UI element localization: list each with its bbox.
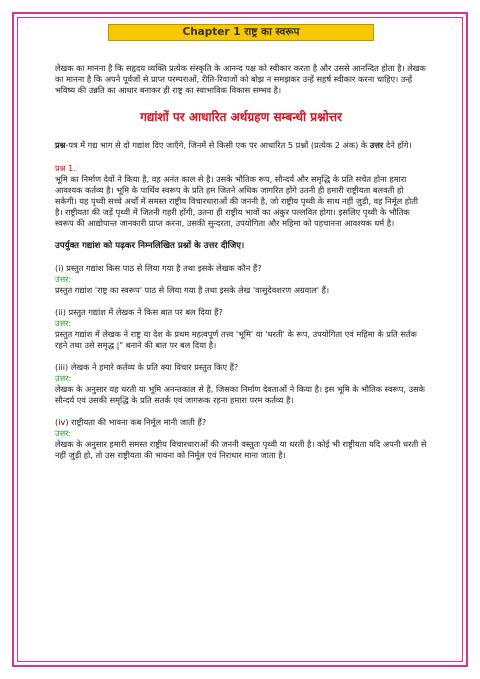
instruction-prefix: प्रश्न — [55, 140, 66, 150]
answer-label: उत्तर: — [55, 428, 72, 438]
qa-item-3 — [55, 362, 427, 406]
question-text: (ii) प्रस्तुत गद्यांश में लेखक ने किस बात पर बल दिया हैं? — [55, 307, 223, 317]
qa-item-4 — [55, 417, 427, 461]
answer-label: उत्तर: — [55, 373, 72, 383]
instruction-bold-word: उत्तर — [369, 140, 384, 150]
answer-label: उत्तर: — [55, 318, 72, 328]
read-instruction: उपर्युक्त गद्यांश को पढ़कर निम्नलिखित प्रश्नों के उत्तर दीजिए। — [55, 241, 245, 251]
intro-paragraph: लेखक का मानना है कि सहृदय व्यक्ति प्रत्येक संस्कृति के आनन्द पक्ष को स्वीकार करता है और उससे आनन्दित होता है। लेखक का मानना है कि अपने पूर्वजों से प्राप्त परम्पराओं, रीति-रिवाजों को बोझ न समझकर उन्हें सहर्ष स्वीकार करना चाहिए। उन्हें भविष्य की उन्नति का आधार बनाकर ही राष्ट्र का स्वाभाविक विकास सम्भव है। — [55, 63, 426, 95]
section-heading: गद्यांशों पर आधारित अर्थग्रहण सम्बन्धी प्रश्नोत्तर — [140, 110, 342, 124]
qa-item-2 — [55, 307, 427, 351]
question-number: प्रश्न 1. — [55, 163, 76, 173]
answer-text: लेखक के अनुसार हमारी समस्त राष्ट्रीय विचारधाराओं की जननी वस्तुतः पृथ्वी या धरती है। कोई भी राष्ट्रीयता यदि अपनी धरती से नहीं जुड़ी हो, तो उस राष्ट्रीयता की भावना को निर्मूल एवं निराधार माना जाता है। — [55, 439, 427, 460]
chapter-title-banner: Chapter 1 राष्ट्र का स्वरूप — [108, 24, 374, 41]
instruction-middle: -पत्र में गद्य भाग से दो गद्यांश दिए जाएँगे, जिनमें से किसी एक पर आधारित 5 प्रश्नों (प्रत्येक 2 अंक) के — [65, 140, 370, 150]
answer-label: उत्तर: — [55, 274, 72, 284]
instruction-suffix: देने होंगे। — [383, 140, 412, 150]
answer-text: लेखक के अनुसार यह धरती या भूमि अनन्तकाल से है, जिसका निर्माण देवताओं ने किया है। इस भूमि के भौतिक स्वरूप, उसके सौन्दर्य एवं उसकी समृद्धि के प्रति सतर्क एवं जागरूक रहना हमारा परम कर्तव्य है। — [55, 384, 425, 405]
question-text: (iii) लेखक ने हमारे कर्तव्य के प्रति क्या विचार प्रस्तुत किए हैं? — [55, 362, 239, 372]
exam-instruction — [55, 140, 427, 151]
answer-text: प्रस्तुत गद्यांश में लेखक ने राष्ट्र या देश के प्रथम महत्वपूर्ण तत्त्व 'भूमि' या 'धरती' के रूप, उपयोगिता एवं महिमा के प्रति सर्तक रहने तथा उसे समृद्ध |" बनाने की बात पर बल दिया है। — [55, 329, 417, 350]
page-content — [55, 24, 427, 461]
answer-text: प्रस्तुत गद्यांश 'राष्ट्र का स्वरूप' पाठ से लिया गया है तथा इसके लेख 'वासुदेवशरण अग्रवाल' हैं। — [55, 285, 330, 295]
question-text: (i) प्रस्तुत गद्यांश किस पाठ से लिया गया है तथा इसके लेखक कौन हैं? — [55, 263, 262, 273]
qa-item-1 — [55, 263, 427, 296]
passage-text: भूमि का निर्माण देवों ने किया है, वह अनंत काल से है। उसके भौतिक रूप, सौन्दर्य और समृद्धि के प्रति सचेत होना हमारा आवश्यक कर्तव्य है। भूमि के पार्थिव स्वरूप के प्रति हम जितने अधिक जागरित होंगे उतनी ही हमारी राष्ट्रीयता बलवती हो सकेगी। यह पृथ्वी सच्चे अर्थों में समस्त राष्ट्रीय विचारधाराओं की जननी है, जो राष्ट्रीय पृथ्वी के साथ नहीं जुड़ी, वह निर्मूल होती है। राष्ट्रीयता की जड़ें पृथ्वी में जितनी गहरी होंगी, उतना ही राष्ट्रीय भावों का अंकुर पल्लवित होगा। इसलिए पृथ्वी के भौतिक स्वरूप की आद्योपान्त जानकारी प्राप्त करना, उसकी सुन्दरता, उपयोगिता और महिमा को पहचानना आवश्यक धर्म है। — [55, 174, 419, 228]
question-text: (iv) राष्ट्रीयता की भावना कब निर्मूल मानी जाती हैं? — [55, 417, 207, 427]
